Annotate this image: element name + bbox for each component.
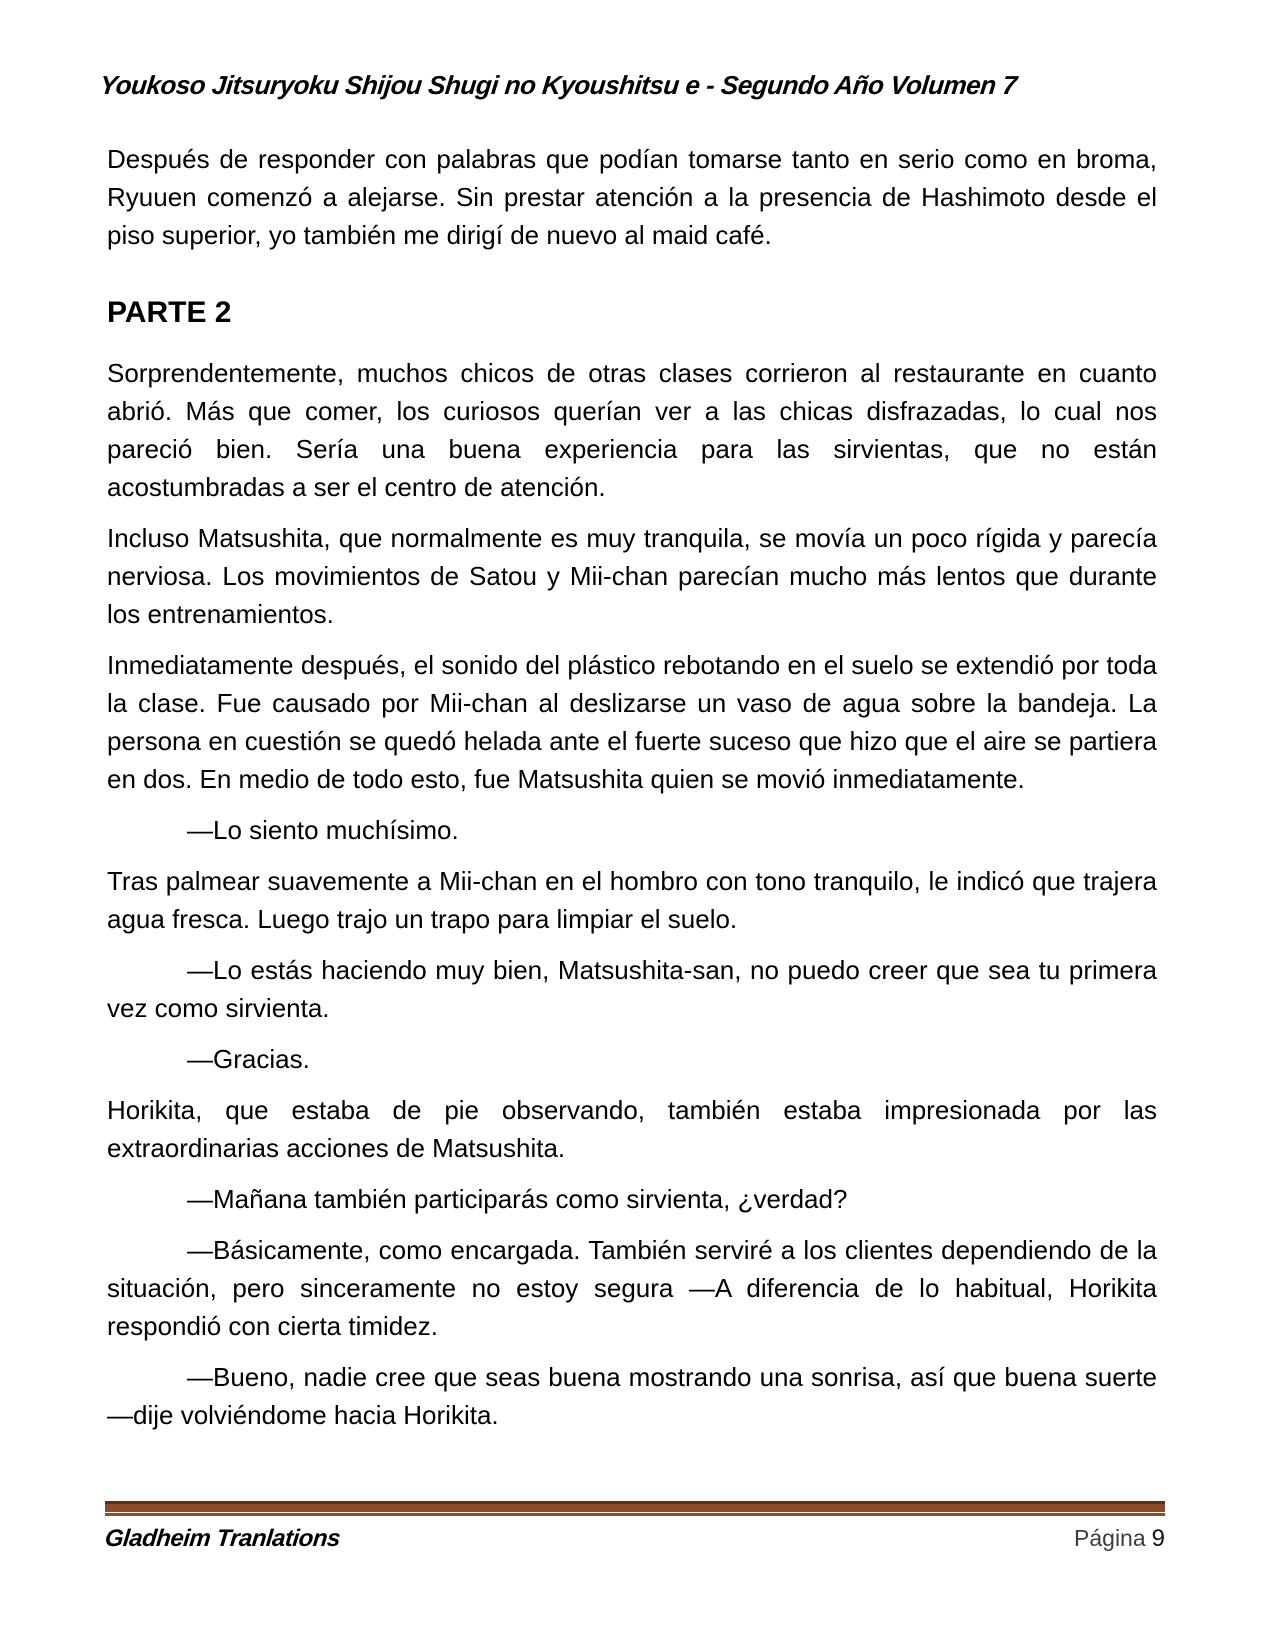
document-title: Youkoso Jitsuryoku Shijou Shugi no Kyoushitsu e - Segundo Año Volumen 7	[98, 70, 1019, 100]
dialogue-paragraph: —Lo estás haciendo muy bien, Matsushita-san, no puedo creer que sea tu primera vez como sirvienta.	[107, 955, 1157, 1023]
body-paragraph: Inmediatamente después, el sonido del plástico rebotando en el suelo se extendió por toda la clase. Fue causado por Mii-chan al deslizarse un vaso de agua sobre la bandeja. La persona en cuestión se quedó helada ante el fuerte suceso que hizo que el aire se partiera en dos. En medio de todo esto, fue Matsushita quien se movió inmediatamente.	[107, 650, 1157, 794]
footer-divider	[105, 1501, 1165, 1513]
dialogue-paragraph: —Mañana también participarás como sirvienta, ¿verdad?	[187, 1184, 848, 1214]
page-footer	[105, 1501, 1165, 1553]
dialogue-paragraph: —Gracias.	[187, 1044, 310, 1074]
body-paragraph: Incluso Matsushita, que normalmente es muy tranquila, se movía un poco rígida y parecía nerviosa. Los movimientos de Satou y Mii-chan parecían mucho más lentos que durante los entrenamientos.	[107, 523, 1157, 629]
dialogue-paragraph: —Básicamente, como encargada. También serviré a los clientes dependiendo de la situación, pero sinceramente no estoy segura —A diferencia de lo habitual, Horikita respondió con cierta timidez.	[107, 1235, 1157, 1341]
page-number: 9	[1151, 1525, 1165, 1552]
footer-row	[105, 1525, 1165, 1553]
document-body	[107, 140, 1157, 1447]
section-heading: PARTE 2	[107, 296, 232, 329]
page-label: Página	[1074, 1525, 1146, 1551]
page-number-label	[1074, 1525, 1165, 1553]
body-paragraph: Sorprendentemente, muchos chicos de otras clases corrieron al restaurante en cuanto abrió. Más que comer, los curiosos querían ver a las chicas disfrazadas, lo cual nos pareció bien. Sería una buena experiencia para las sirvientas, que no están acostumbradas a ser el centro de atención.	[107, 358, 1157, 502]
translator-credit: Gladheim Tranlations	[103, 1525, 342, 1552]
page-header	[100, 70, 1165, 101]
body-paragraph: Horikita, que estaba de pie observando, también estaba impresionada por las extraordinarias acciones de Matsushita.	[107, 1095, 1157, 1163]
body-paragraph: Después de responder con palabras que podían tomarse tanto en serio como en broma, Ryuuen comenzó a alejarse. Sin prestar atención a la presencia de Hashimoto desde el piso superior, yo también me dirigí de nuevo al maid café.	[107, 144, 1157, 250]
dialogue-paragraph: —Lo siento muchísimo.	[187, 815, 459, 845]
paragraph-list	[107, 354, 1157, 1434]
dialogue-paragraph: —Bueno, nadie cree que seas buena mostrando una sonrisa, así que buena suerte —dije volviéndome hacia Horikita.	[107, 1362, 1157, 1430]
body-paragraph: Tras palmear suavemente a Mii-chan en el hombro con tono tranquilo, le indicó que trajera agua fresca. Luego trajo un trapo para limpiar el suelo.	[107, 866, 1157, 934]
